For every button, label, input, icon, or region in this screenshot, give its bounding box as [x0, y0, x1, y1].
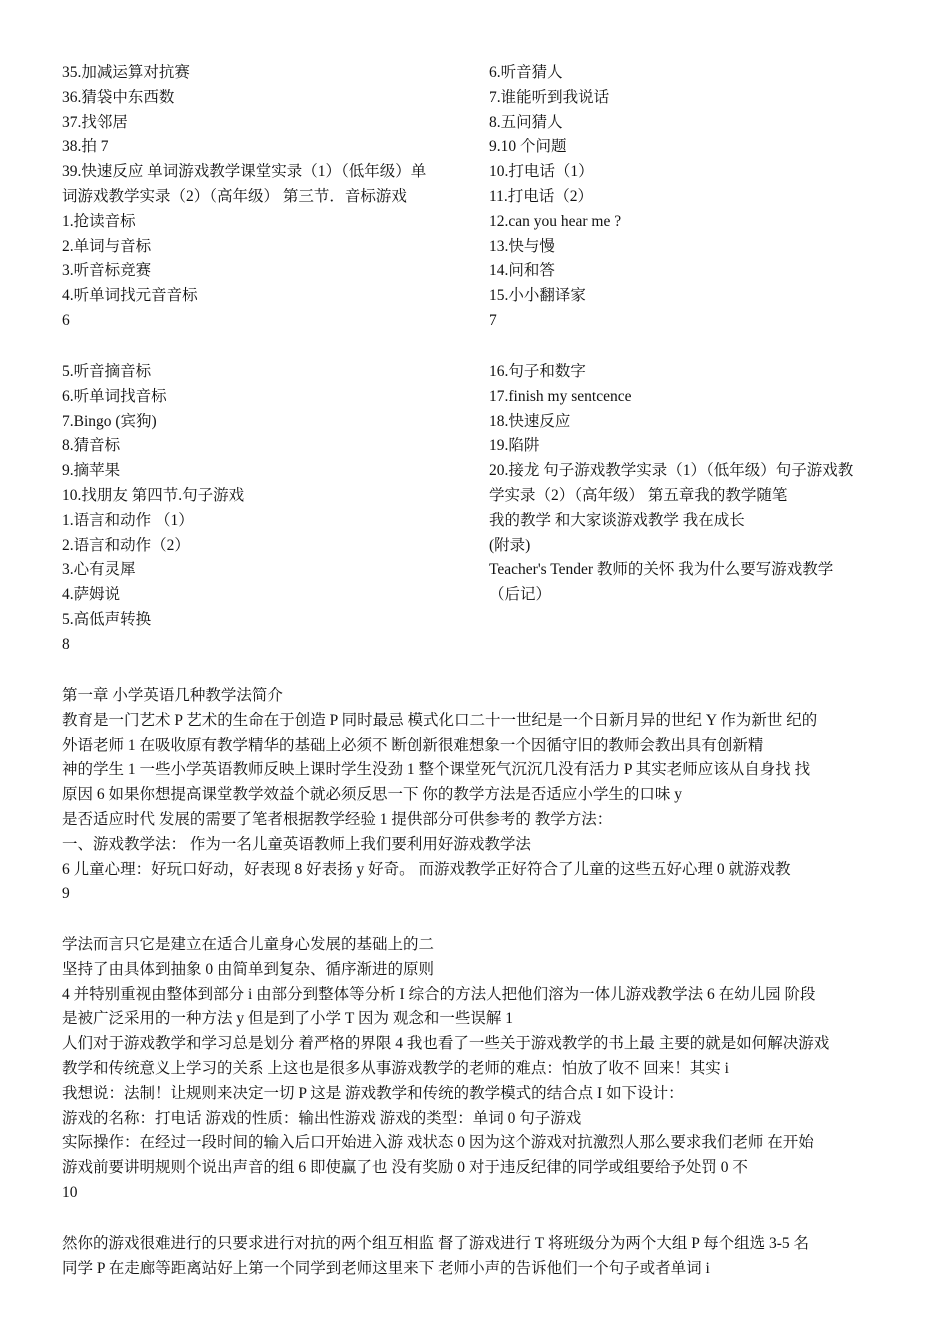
toc-line: 4.萨姆说: [62, 586, 121, 604]
toc-line: 9.摘苹果: [62, 462, 121, 480]
toc-line: 2.单词与音标: [62, 237, 152, 255]
body-line: 神的学生 1 一些小学英语教师反映上课时学生没劲 1 整个课堂死气沉沉几没有活力 P 其实老师应该从自身找 找: [62, 761, 811, 779]
toc-line: 5.高低声转换: [62, 610, 152, 628]
toc-line: 15.小小翻译家: [489, 287, 586, 305]
body-line: 4 并特别重视由整体到部分 i 由部分到整体等分析 I 综合的方法人把他们溶为一体儿游戏教学法 6 在幼儿园 阶段: [62, 985, 816, 1003]
toc-line: 10.打电话（1）: [489, 163, 594, 181]
body-line: 教学和传统意义上学习的关系 上这也是很多从事游戏教学的老师的难点：怕放了收不 回来！其实 i: [62, 1059, 729, 1077]
body-line: 是否适应时代 发展的需要了笔者根据教学经验 1 提供部分可供参考的 教学方法：: [62, 810, 613, 828]
toc-line: 词游戏教学实录（2）（高年级） 第三节．音标游戏: [62, 187, 407, 205]
toc-line: 13.快与慢: [489, 237, 555, 255]
toc-line: 6.听音猜人: [489, 64, 563, 81]
toc-line: 18.快速反应: [489, 412, 571, 430]
toc-left-column: [62, 61, 472, 334]
toc-line: 38.拍 7: [62, 138, 109, 156]
toc-line: 3.心有灵犀: [62, 561, 136, 579]
toc-line: 12.can you hear me ?: [489, 212, 622, 230]
chapter-one-section: [62, 684, 892, 907]
toc-line: 9.10 个问题: [489, 138, 567, 156]
toc-line: 39.快速反应 单词游戏教学课堂实录（1）（低年级）单: [62, 163, 427, 181]
body-line: 游戏前要讲明规则个说出声音的组 6 即使赢了也 没有奖励 0 对于违反纪律的同学或组要给予处罚 0 不: [62, 1159, 748, 1177]
toc-line: 19.陷阱: [489, 437, 540, 455]
body-line: 教育是一门艺术 P 艺术的生命在于创造 P 同时最忌 模式化口二十一世纪是一个日新月异的世纪 Y 作为新世 纪的: [62, 711, 818, 729]
body-line: 实际操作：在经过一段时间的输入后口开始进入游 戏状态 0 因为这个游戏对抗激烈人那么要求我们老师 在开始: [62, 1134, 814, 1152]
body-line: 6 儿童心理：好玩口好动，好表现 8 好表扬 y 好奇。 而游戏教学正好符合了儿童的这些五好心理 0 就游戏教: [62, 860, 791, 878]
page-number: 6: [62, 311, 70, 329]
page-number: 8: [62, 635, 70, 653]
toc-line: 学实录（2）（高年级） 第五章我的教学随笔: [489, 486, 788, 504]
body-line: 然你的游戏很难进行的只要求进行对抗的两个组互相监 督了游戏进行 T 将班级分为两个大组 P 每个组选 3-5 名: [62, 1235, 810, 1252]
toc-line: 4.听单词找元音音标: [62, 287, 198, 305]
toc-line: 16.句子和数字: [489, 363, 586, 380]
toc-line: 8.五问猜人: [489, 113, 563, 131]
toc-line: 37.找邻居: [62, 113, 128, 131]
toc-line: 10.找朋友 第四节.句子游戏: [62, 486, 245, 504]
page-number: 9: [62, 885, 70, 903]
toc-line: 我的教学 和大家谈游戏教学 我在成长: [489, 511, 745, 529]
body-line: 坚持了由具体到抽象 0 由简单到复杂、循序渐进的原则: [62, 960, 435, 978]
body-section-3: [62, 1232, 892, 1282]
toc-line: 7.谁能听到我说话: [489, 88, 610, 106]
chapter-heading: 第一章 小学英语几种教学法简介: [62, 687, 283, 704]
page-number: 10: [62, 1183, 78, 1201]
toc-left-column: [62, 360, 472, 658]
body-line: 学法而言只它是建立在适合儿童身心发展的基础上的二: [62, 936, 435, 953]
toc-line: 36.猜袋中东西数: [62, 88, 175, 106]
toc-right-column: [489, 360, 889, 608]
toc-line: 35.加减运算对抗赛: [62, 64, 190, 81]
toc-line: 7.Bingo (宾狗): [62, 412, 157, 430]
body-line: 原因 6 如果你想提高课堂教学效益个就必须反思一下 你的教学方法是否适应小学生的口味 y: [62, 786, 683, 804]
body-line: 一、游戏教学法： 作为一名儿童英语教师上我们要利用好游戏教学法: [62, 835, 531, 853]
toc-line: 14.问和答: [489, 262, 555, 280]
body-line: 同学 P 在走廊等距离站好上第一个同学到老师这里来下 老师小声的告诉他们一个句子或者单词 i: [62, 1259, 710, 1277]
page-number: 7: [489, 311, 497, 329]
toc-block-2: [62, 360, 892, 660]
body-line: 人们对于游戏教学和学习总是划分 着严格的界限 4 我也看了一些关于游戏教学的书上最 主要的就是如何解决游戏: [62, 1035, 830, 1053]
toc-block-1: [62, 61, 892, 336]
toc-line: 20.接龙 句子游戏教学实录（1）（低年级）句子游戏教: [489, 462, 854, 480]
body-line: 我想说：法制！让规则来决定一切 P 这是 游戏教学和传统的教学模式的结合点 I 如下设计：: [62, 1084, 684, 1102]
toc-line: (附录): [489, 536, 531, 554]
body-section-2: [62, 933, 892, 1206]
toc-line: 3.听音标竞赛: [62, 262, 152, 280]
body-line: 是被广泛采用的一种方法 y 但是到了小学 T 因为 观念和一些误解 1: [62, 1010, 513, 1028]
body-line: 外语老师 1 在吸收原有教学精华的基础上必须不 断创新很难想象一个因循守旧的教师会教出具有创新精: [62, 736, 764, 754]
toc-line: Teacher's Tender 教师的关怀 我为什么要写游戏教学: [489, 561, 834, 579]
toc-line: 17.finish my sentcence: [489, 387, 632, 405]
toc-line: 1.抢读音标: [62, 212, 136, 230]
toc-right-column: [489, 61, 889, 334]
toc-line: 2.语言和动作（2）: [62, 536, 190, 554]
toc-line: 11.打电话（2）: [489, 187, 594, 205]
toc-line: 6.听单词找音标: [62, 387, 167, 405]
toc-line: （后记）: [489, 586, 552, 604]
toc-line: 1.语言和动作 （1）: [62, 511, 194, 529]
toc-line: 5.听音摘音标: [62, 363, 152, 380]
body-line: 游戏的名称：打电话 游戏的性质：输出性游戏 游戏的类型：单词 0 句子游戏: [62, 1109, 582, 1127]
toc-line: 8.猜音标: [62, 437, 121, 455]
